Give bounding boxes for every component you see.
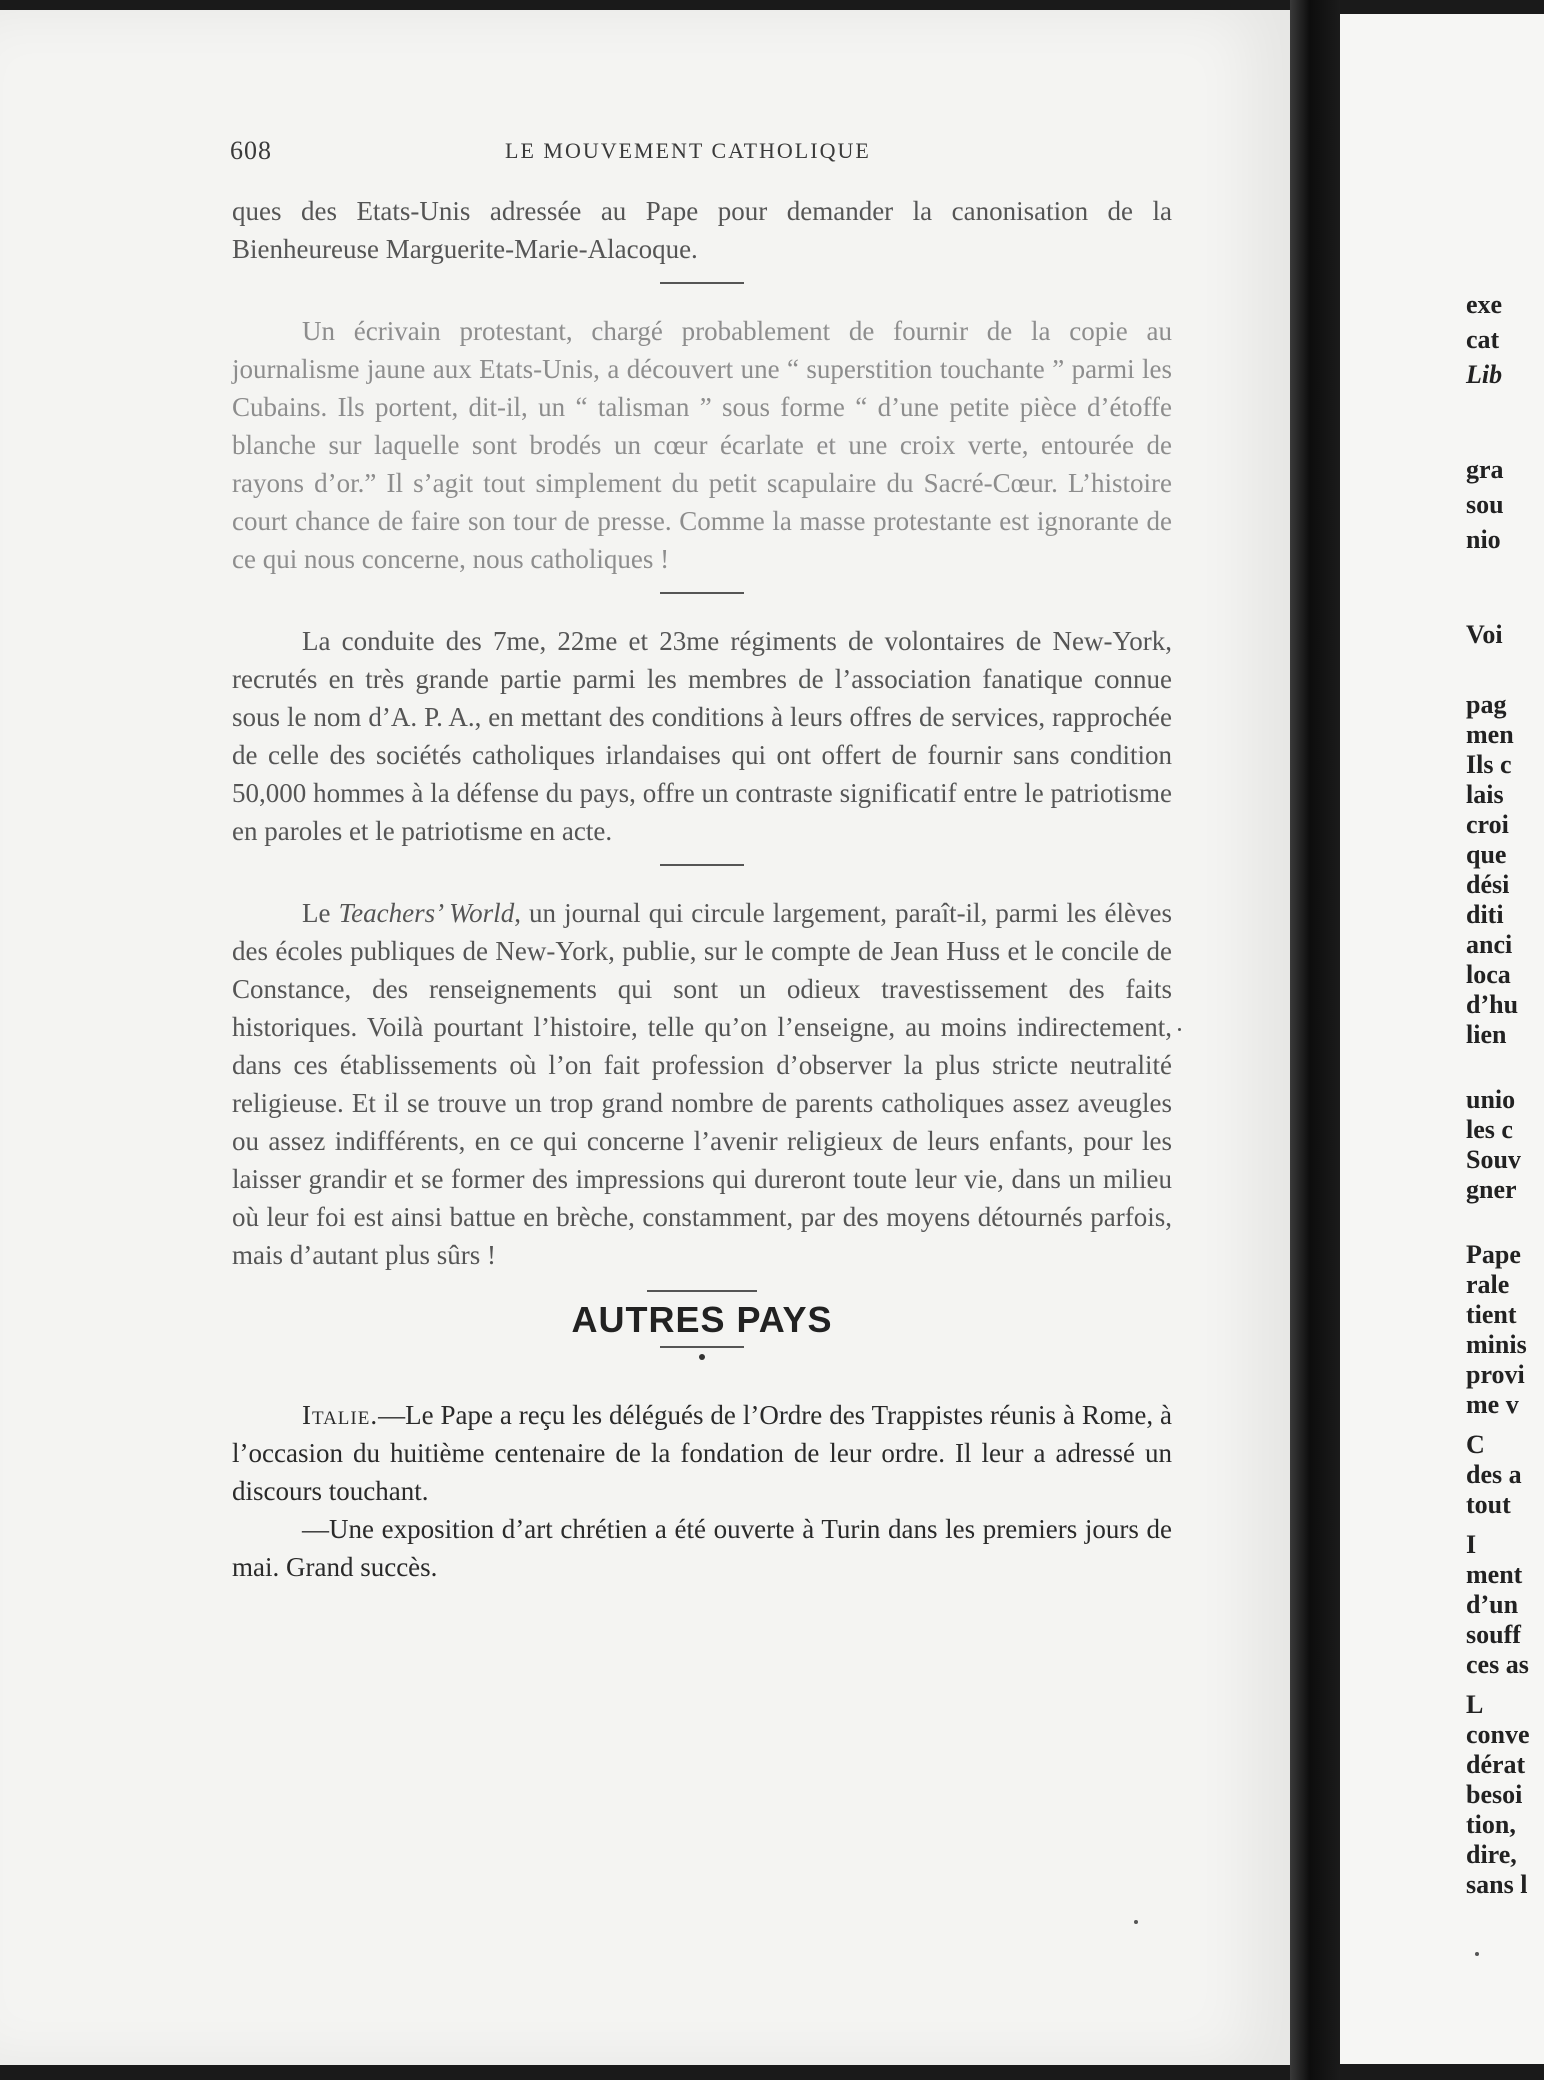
right-page-line: besoi (1466, 1780, 1523, 1809)
paragraph-body: —Le Pape a reçu les délégués de l’Ordre des Trappistes réunis à Rome, à l’occasion du huitième centenaire de la fondation de leur ordre. Il leur a adressé un discours touchant. (232, 1400, 1172, 1506)
right-page-line: d’hu (1466, 990, 1519, 1019)
right-page-line: minis (1466, 1330, 1527, 1359)
heading-rule-top (647, 1290, 757, 1292)
right-page-line: sou (1466, 490, 1504, 519)
right-page-line: Lib (1466, 360, 1503, 389)
paragraph-superstition: Un écrivain protestant, chargé probablement de fournir de la copie au journalisme jaune aux Etats-Unis, a découvert une “ superstition touchante ” parmi les Cubains. Ils portent, dit-il, un “ talisman ” sous forme “ d’une petite pièce d’étoffe blanche sur laquelle sont brodés un cœur écarlate et une croix verte, entourée de rayons d’or.” Il s’agit tout simplement du petit scapulaire du Sacré-Cœur. L’histoire court chance de faire son tour de presse. Comme la masse protestante est ignorante de ce qui nous concerne, nous catholiques ! (232, 316, 1172, 574)
right-page-line: Souv (1466, 1145, 1521, 1174)
right-page-line: les c (1466, 1115, 1513, 1144)
ink-speck (1178, 1028, 1181, 1031)
right-page-line: d’un (1466, 1590, 1519, 1619)
right-page-line: anci (1466, 930, 1513, 959)
right-page-line: provi (1466, 1360, 1525, 1389)
right-page-line: diti (1466, 900, 1504, 929)
right-page-line: me v (1466, 1390, 1519, 1419)
running-head (230, 136, 1170, 168)
page-number: 608 (230, 136, 272, 165)
right-page-line: ces as (1466, 1650, 1529, 1679)
right-page-line: C (1466, 1430, 1485, 1459)
ornament-dot (699, 1354, 705, 1360)
right-page-line: dérat (1466, 1750, 1526, 1779)
right-page-line: tout (1466, 1490, 1511, 1519)
ink-speck (1134, 1920, 1138, 1924)
right-page-line: ment (1466, 1560, 1523, 1589)
book-gutter (1290, 0, 1340, 2080)
paragraph-exposition: —Une exposition d’art chrétien a été ouverte à Turin dans les premiers jours de mai. Grand succès. (232, 1514, 1172, 1582)
right-page-line: gner (1466, 1175, 1517, 1204)
text-column (232, 192, 1172, 1586)
heading-rule-bottom (660, 1346, 744, 1348)
right-page-line: men (1466, 720, 1514, 749)
right-page-line: dési (1466, 870, 1510, 899)
paragraph-continued: ques des Etats-Unis adressée au Pape pour demander la canonisation de la Bienheureuse Marguerite-Marie-Alacoque. (232, 196, 1172, 264)
right-page-line: loca (1466, 960, 1511, 989)
right-page-line: exe (1466, 290, 1503, 319)
section-rule (660, 592, 744, 594)
right-page-line: que (1466, 840, 1507, 869)
right-page-line: conve (1466, 1720, 1530, 1749)
right-page-line: croi (1466, 810, 1509, 839)
paragraph-lead: Le (302, 898, 339, 928)
country-label: Italie. (302, 1400, 379, 1430)
right-page-line: Voi (1466, 620, 1503, 649)
right-page-line: tion, (1466, 1810, 1516, 1839)
right-page-line: Ils c (1466, 750, 1512, 779)
right-page-line: I (1466, 1530, 1477, 1559)
section-heading: AUTRES PAYS (571, 1299, 833, 1340)
journal-title: Teachers’ World (338, 898, 515, 928)
right-page-line: sans l (1466, 1870, 1528, 1899)
left-page (0, 10, 1290, 2065)
right-page-line: dire, (1466, 1840, 1517, 1869)
paragraph-regiments: La conduite des 7me, 22me et 23me régiments de volontaires de New-York, recrutés en très grande partie parmi les membres de l’association fanatique connue sous le nom d’A. P. A., en mettant des conditions à leurs offres de services, rapprochée de celle des sociétés catholiques irlandaises qui ont offert de fournir sans condition 50,000 hommes à la défense du pays, offre un contraste significatif entre le patriotisme en paroles et le patriotisme en acte. (232, 626, 1172, 846)
right-page-line: rale (1466, 1270, 1510, 1299)
paragraph-teachers-world (232, 894, 1172, 1274)
right-page (1340, 14, 1544, 2064)
right-page-line: lien (1466, 1020, 1507, 1049)
right-page-line: souff (1466, 1620, 1521, 1649)
right-page-line: unio (1466, 1085, 1516, 1114)
right-page-line: Pape (1466, 1240, 1521, 1269)
paragraph-body: , un journal qui circule largement, paraît-il, parmi les élèves des écoles publiques de New-York, publie, sur le compte de Jean Huss et le concile de Constance, des renseignements qui sont un odieux travestissement des faits historiques. Voilà pourtant l’histoire, telle qu’on l’enseigne, au moins indirectement, dans ces établissements où l’on fait profession d’observer la plus stricte neutralité religieuse. Et il se trouve un trop grand nombre de parents catholiques assez aveugles ou assez indifférents, en ce qui concerne l’avenir religieux de leurs enfants, pour les laisser grandir et se former des impressions qui dureront toute leur vie, dans un milieu où leur foi est ainsi battue en brèche, constamment, par des moyens détournés parfois, mais d’autant plus sûrs ! (232, 898, 1173, 1270)
right-page-line: L (1466, 1690, 1484, 1719)
right-page-line: nio (1466, 525, 1501, 554)
right-page-line: des a (1466, 1460, 1522, 1489)
running-title: LE MOUVEMENT CATHOLIQUE (505, 138, 871, 163)
right-page-line: cat (1466, 325, 1500, 354)
right-page-line: pag (1466, 690, 1507, 719)
right-page-line: lais (1466, 780, 1504, 809)
section-rule (660, 282, 744, 284)
right-page-line: gra (1466, 455, 1504, 484)
right-page-line: tient (1466, 1300, 1517, 1329)
ink-speck (1475, 1952, 1479, 1956)
section-rule (660, 864, 744, 866)
paragraph-italie (232, 1396, 1172, 1510)
